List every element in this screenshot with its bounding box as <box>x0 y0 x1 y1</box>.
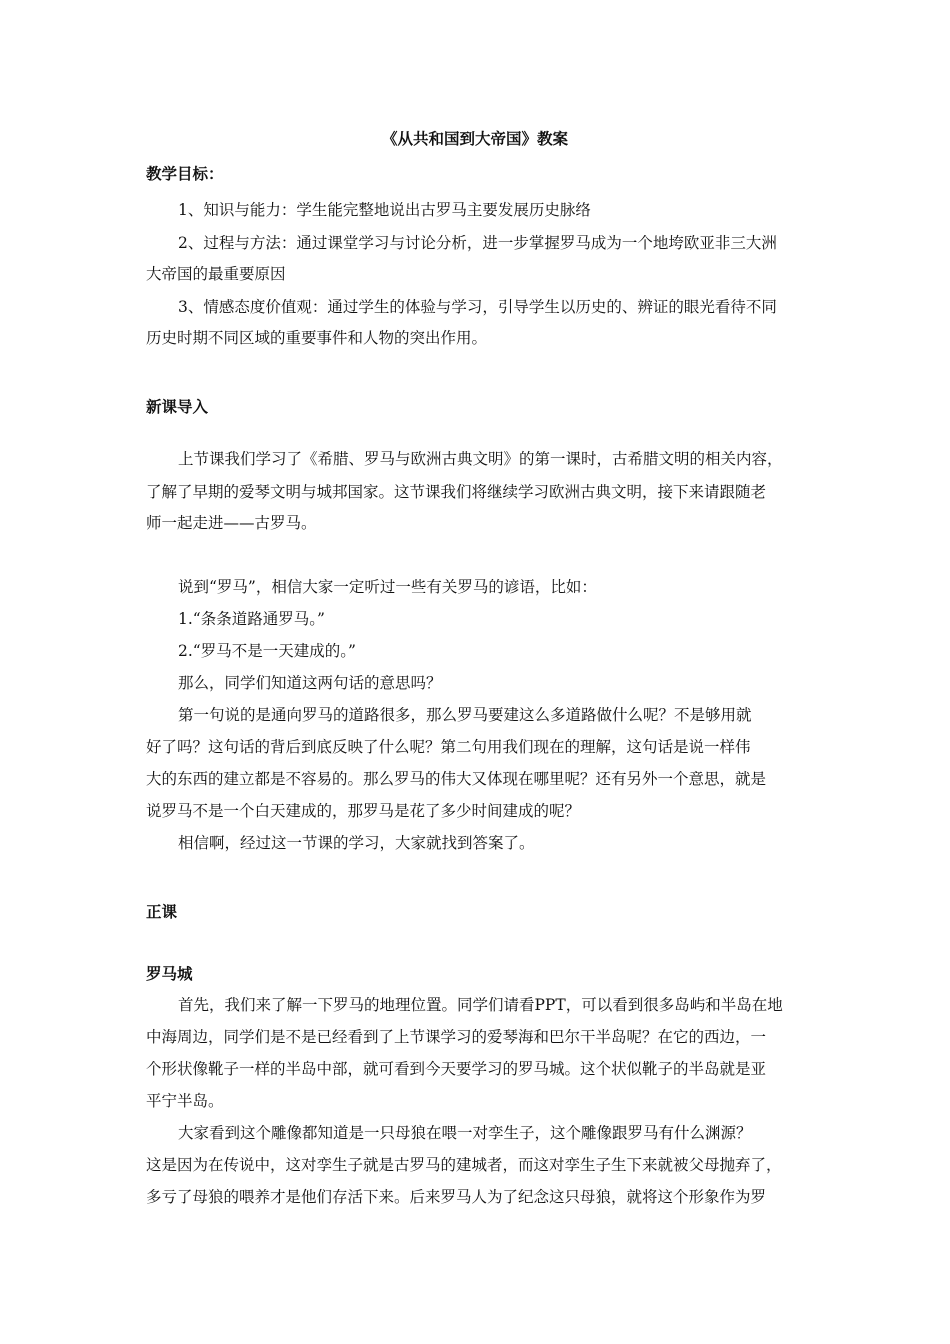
objective-line: 大帝国的最重要原因 <box>146 265 286 283</box>
main-line: 平宁半岛。 <box>146 1092 224 1110</box>
intro-line: 师一起走进——古罗马。 <box>146 514 317 532</box>
objective-line: 历史时期不同区域的重要事件和人物的突出作用。 <box>146 329 488 347</box>
objective-line: 3、情感态度价值观：通过学生的体验与学习，引导学生以历史的、辨证的眼光看待不同 <box>178 298 777 316</box>
intro-line: 相信啊，经过这一节课的学习，大家就找到答案了。 <box>178 834 535 852</box>
intro-line: 说罗马不是一个白天建成的，那罗马是花了多少时间建成的呢？ <box>146 802 581 820</box>
main-line: 这是因为在传说中，这对孪生子就是古罗马的建城者，而这对孪生子生下来就被父母抛弃了， <box>146 1156 782 1174</box>
intro-line: 了解了早期的爱琴文明与城邦国家。这节课我们将继续学习欧洲古典文明，接下来请跟随老 <box>146 483 767 501</box>
main-heading: 正课 <box>146 903 178 921</box>
intro-line: 1.“条条道路通罗马。” <box>178 610 325 628</box>
intro-line: 第一句说的是通向罗马的道路很多，那么罗马要建这么多道路做什么呢？不是够用就 <box>178 706 752 724</box>
main-line: 多亏了母狼的喂养才是他们存活下来。后来罗马人为了纪念这只母狼，就将这个形象作为罗 <box>146 1188 767 1206</box>
objectives-heading: 教学目标： <box>146 165 224 183</box>
intro-line: 大的东西的建立都是不容易的。那么罗马的伟大又体现在哪里呢？还有另外一个意思，就是 <box>146 770 767 788</box>
intro-line: 那么，同学们知道这两句话的意思吗？ <box>178 674 442 692</box>
intro-heading: 新课导入 <box>146 398 209 416</box>
main-line: 首先，我们来了解一下罗马的地理位置。同学们请看PPT，可以看到很多岛屿和半岛在地 <box>178 996 783 1014</box>
document-title: 《从共和国到大帝国》教案 <box>381 130 568 148</box>
rome-city-heading: 罗马城 <box>146 965 193 983</box>
main-line: 大家看到这个雕像都知道是一只母狼在喂一对孪生子，这个雕像跟罗马有什么渊源？ <box>178 1124 752 1142</box>
intro-line: 说到“罗马”，相信大家一定听过一些有关罗马的谚语，比如： <box>178 578 597 596</box>
objective-line: 2、过程与方法：通过课堂学习与讨论分析，进一步掌握罗马成为一个地垮欧亚非三大洲 <box>178 234 777 252</box>
intro-line: 上节课我们学习了《希腊、罗马与欧洲古典文明》的第一课时，古希腊文明的相关内容， <box>178 450 783 468</box>
main-line: 个形状像靴子一样的半岛中部，就可看到今天要学习的罗马城。这个状似靴子的半岛就是亚 <box>146 1060 767 1078</box>
objective-line: 1、知识与能力：学生能完整地说出古罗马主要发展历史脉络 <box>178 201 591 219</box>
main-line: 中海周边，同学们是不是已经看到了上节课学习的爱琴海和巴尔干半岛呢？在它的西边，一 <box>146 1028 767 1046</box>
intro-line: 好了吗？这句话的背后到底反映了什么呢？第二句用我们现在的理解，这句话是说一样伟 <box>146 738 751 756</box>
intro-line: 2.“罗马不是一天建成的。” <box>178 642 356 660</box>
